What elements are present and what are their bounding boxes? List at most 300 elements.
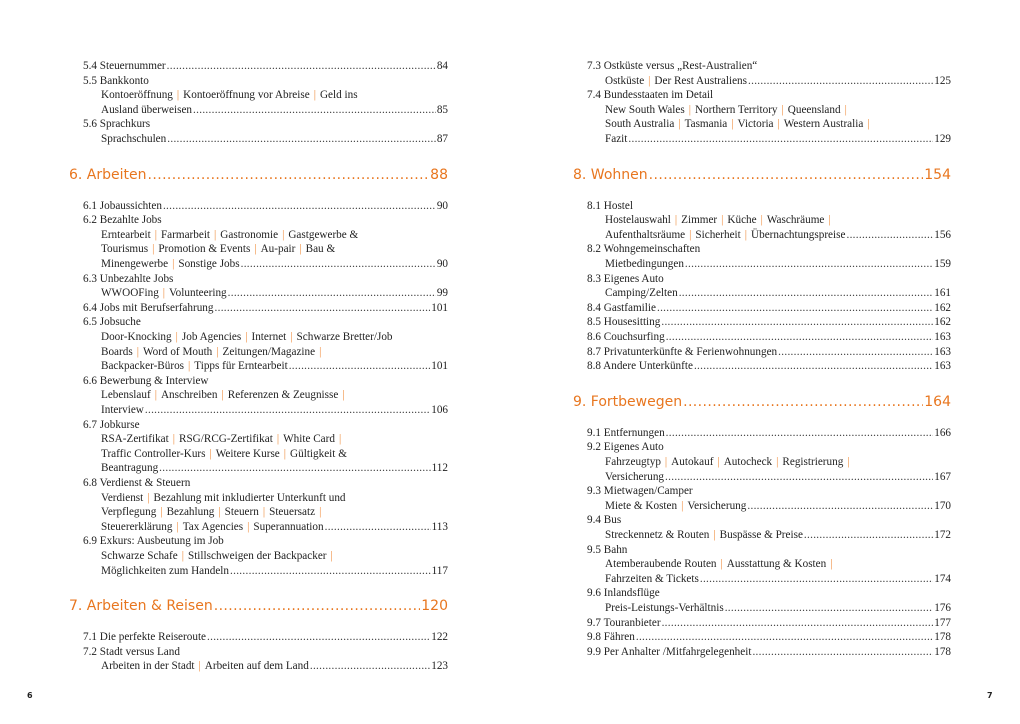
subtopic-list — [101, 550, 337, 562]
entry-title: 8.8 Andere Unterkünfte — [587, 360, 693, 373]
subtopic-list — [605, 104, 851, 116]
entry-title: 9.4 Bus — [587, 514, 622, 527]
separator: | — [648, 74, 651, 87]
subtopic-list — [101, 659, 309, 673]
subtopic: Anschreiben — [160, 389, 218, 402]
leader-dots — [207, 630, 430, 644]
entry-title: 6.9 Exkurs: Ausbeutung im Job — [83, 535, 224, 548]
separator: | — [720, 558, 723, 571]
toc-entry[interactable] — [587, 242, 951, 256]
subtopic: Waschräume — [766, 214, 825, 227]
subtopic: Camping/Zelten — [605, 287, 678, 300]
leader-dots — [846, 228, 933, 242]
subtopic-list — [101, 520, 324, 534]
subtopic-list — [101, 89, 358, 101]
separator: | — [830, 558, 833, 571]
entry-page: 174 — [934, 572, 951, 585]
subtopic-list — [605, 286, 678, 300]
separator: | — [844, 103, 847, 116]
toc-entry[interactable] — [83, 630, 448, 644]
separator: | — [221, 389, 224, 402]
toc-entry[interactable] — [587, 630, 951, 644]
subtopic: Versicherung — [687, 499, 747, 512]
entry-title: 8.6 Couchsurfing — [587, 331, 665, 343]
entry-page: 101 — [431, 301, 448, 314]
page-number-right: 7 — [987, 691, 993, 700]
subtopic-list — [101, 346, 325, 358]
subtopic-list — [605, 470, 664, 484]
subtopic: Gültigkeit & — [290, 447, 347, 460]
toc-subtopics[interactable] — [605, 499, 951, 513]
subtopic-list — [101, 243, 335, 255]
entry-title: 7.1 Die perfekte Reiseroute — [83, 631, 207, 644]
toc-subtopics[interactable] — [101, 330, 448, 344]
separator: | — [319, 345, 322, 358]
entry-page: 172 — [934, 529, 951, 541]
toc-entry[interactable] — [587, 272, 951, 286]
subtopic: Lebenslauf — [101, 389, 151, 402]
toc-entry[interactable] — [83, 272, 448, 286]
subtopic: Backpacker-Büros — [101, 360, 185, 373]
toc-subtopics[interactable] — [605, 257, 951, 271]
subtopic: WWOOFing — [101, 287, 159, 300]
entry-title: 7.2 Stadt versus Land — [83, 645, 180, 658]
separator: | — [198, 660, 201, 673]
subtopic: Sprachschulen — [101, 133, 167, 145]
subtopic: Bau & — [305, 243, 336, 256]
toc-subtopics[interactable] — [101, 461, 448, 475]
subtopic: Tasmania — [684, 118, 728, 131]
subtopic: Aufenthaltsräume — [605, 228, 686, 241]
subtopic: Ausland überweisen — [101, 103, 193, 116]
separator: | — [828, 214, 831, 227]
toc-entry[interactable] — [587, 88, 951, 102]
separator: | — [175, 331, 178, 343]
entry-title: 6.4 Jobs mit Berufserfahrung — [83, 301, 214, 314]
entry-title: 7.4 Bundesstaaten im Detail — [587, 89, 714, 102]
subtopic-list — [101, 359, 288, 373]
entry-title: 8.3 Eigenes Auto — [587, 272, 664, 285]
entry-page: 178 — [934, 645, 951, 658]
toc-subtopics[interactable] — [605, 228, 951, 242]
separator: | — [781, 103, 784, 116]
entry-page: 178 — [934, 631, 951, 644]
toc-entry[interactable] — [587, 426, 951, 440]
subtopic: Preis-Leistungs-Verhältnis — [605, 602, 724, 614]
leader-dots — [167, 59, 436, 73]
separator: | — [713, 529, 716, 541]
toc-entry[interactable] — [83, 418, 448, 432]
entry-page: 163 — [934, 331, 951, 343]
separator: | — [247, 520, 250, 533]
separator: | — [262, 506, 266, 519]
entry-title: 9.1 Entfernungen — [587, 426, 665, 439]
separator: | — [338, 433, 342, 446]
leader-dots — [325, 520, 431, 534]
toc-subtopics[interactable] — [605, 213, 951, 227]
leader-dots — [778, 345, 933, 359]
subtopic: Volunteering — [169, 287, 227, 300]
subtopic: Promotion & Events — [158, 243, 251, 256]
subtopic: Streckennetz & Routen — [605, 529, 710, 541]
separator: | — [214, 228, 217, 241]
subtopic: Gastgewerbe & — [288, 228, 359, 241]
separator: | — [160, 506, 163, 519]
separator: | — [136, 345, 139, 358]
separator: | — [776, 456, 779, 468]
chapter-heading[interactable] — [573, 392, 951, 412]
entry-page: 123 — [431, 660, 448, 673]
toc-entry[interactable] — [587, 484, 951, 498]
separator: | — [162, 287, 166, 300]
entry-title: 8.7 Privatunterkünfte & Ferienwohnungen — [587, 345, 778, 358]
toc-entry[interactable] — [83, 74, 448, 88]
toc-subtopics[interactable] — [101, 447, 448, 461]
toc-subtopics[interactable] — [101, 88, 448, 102]
toc-entry[interactable] — [587, 315, 951, 329]
subtopic-list — [605, 118, 874, 130]
leader-dots — [694, 359, 933, 373]
toc-subtopics[interactable] — [101, 403, 448, 417]
separator: | — [847, 456, 850, 468]
chapter-heading[interactable] — [573, 165, 951, 185]
subtopic: Fahrzeiten & Tickets — [605, 572, 699, 585]
leader-dots — [747, 499, 933, 513]
separator: | — [867, 118, 870, 131]
subtopic-list — [101, 331, 393, 343]
entry-page: 161 — [934, 287, 951, 300]
subtopic-list — [101, 564, 229, 578]
leader-dots — [310, 659, 430, 673]
entry-title: 5.4 Steuernummer — [83, 60, 166, 72]
toc-subtopics[interactable] — [605, 103, 951, 117]
entry-page: 113 — [431, 520, 448, 533]
subtopic: Steuern — [224, 506, 259, 519]
subtopic: Zimmer — [681, 214, 718, 227]
subtopic: Schwarze Schafe — [101, 550, 178, 562]
subtopic-list — [605, 558, 836, 570]
subtopic: South Australia — [605, 118, 675, 131]
subtopic: Gastronomie — [220, 228, 279, 241]
subtopic-list — [101, 461, 158, 475]
subtopic: Sonstige Jobs — [178, 258, 240, 270]
toc-subtopics[interactable] — [605, 117, 951, 131]
separator: | — [313, 89, 316, 102]
separator: | — [717, 456, 720, 468]
separator: | — [254, 243, 257, 256]
subtopic: Word of Mouth — [142, 345, 213, 358]
subtopic-list — [605, 456, 854, 468]
toc-entry[interactable] — [83, 301, 448, 315]
subtopic: Au-pair — [260, 243, 296, 256]
separator: | — [176, 89, 180, 102]
separator: | — [319, 506, 322, 519]
separator: | — [290, 331, 293, 343]
toc-subtopics[interactable] — [101, 242, 448, 256]
subtopic: Referenzen & Zeugnisse — [227, 389, 339, 402]
leader-dots — [665, 470, 933, 484]
toc-subtopics[interactable] — [101, 549, 448, 563]
entry-page: 122 — [431, 631, 448, 644]
toc-entry[interactable] — [587, 645, 951, 659]
subtopic-list — [101, 132, 166, 146]
separator: | — [777, 118, 780, 131]
subtopic-list — [101, 492, 346, 504]
subtopic: Weitere Kurse — [215, 447, 280, 460]
entry-title: 9.3 Mietwagen/Camper — [587, 485, 693, 498]
toc-subtopics[interactable] — [101, 564, 448, 578]
subtopic: Kontoeröffnung — [101, 89, 173, 102]
toc-entry[interactable] — [587, 330, 951, 344]
toc-subtopics[interactable] — [605, 74, 951, 88]
subtopic-list — [605, 228, 845, 242]
toc-subtopics[interactable] — [101, 359, 448, 373]
subtopic: Boards — [101, 345, 133, 358]
toc-subtopics[interactable] — [101, 286, 448, 300]
subtopic: Beantragung — [101, 462, 159, 475]
chapter-page: 120 — [421, 598, 448, 615]
toc-subtopics[interactable] — [605, 132, 951, 146]
entry-title: 6.2 Bezahlte Jobs — [83, 214, 162, 227]
entry-title: 6.1 Jobaussichten — [83, 199, 162, 212]
entry-title: 9.2 Eigenes Auto — [587, 441, 664, 454]
separator: | — [172, 258, 175, 270]
leader-dots — [748, 74, 933, 88]
separator: | — [760, 214, 763, 227]
subtopic: Ostküste — [605, 74, 645, 87]
toc-entry[interactable] — [587, 199, 951, 213]
leader-dots — [685, 257, 933, 271]
entry-page: 84 — [436, 60, 448, 72]
subtopic: Fazit — [605, 133, 628, 145]
toc-subtopics[interactable] — [605, 557, 951, 571]
subtopic-list — [605, 528, 803, 542]
leader-dots — [649, 165, 924, 185]
toc-entry[interactable] — [83, 213, 448, 227]
leader-dots — [163, 199, 436, 213]
subtopic-list — [605, 132, 627, 146]
chapter-heading[interactable] — [69, 596, 448, 616]
separator: | — [276, 433, 280, 446]
leader-dots — [241, 257, 436, 271]
entry-page: 90 — [436, 258, 448, 270]
subtopic: Steuersatz — [269, 506, 316, 519]
subtopic: Hostelauswahl — [605, 214, 671, 227]
subtopic: Traffic Controller-Kurs — [101, 447, 206, 460]
toc-entry[interactable] — [587, 513, 951, 527]
toc-entry[interactable] — [587, 59, 951, 73]
entry-title: 9.6 Inlandsflüge — [587, 587, 660, 600]
entry-title: 9.8 Fähren — [587, 631, 635, 644]
separator: | — [674, 214, 678, 227]
entry-title: 9.5 Bahn — [587, 543, 628, 556]
toc-entry[interactable] — [587, 616, 951, 630]
subtopic: New South Wales — [605, 103, 685, 116]
entry-title: 6.5 Jobsuche — [83, 316, 141, 329]
leader-dots — [725, 601, 934, 615]
toc-subtopics[interactable] — [101, 505, 448, 519]
toc-entry[interactable] — [83, 117, 448, 131]
separator: | — [172, 433, 175, 446]
toc-subtopics[interactable] — [101, 491, 448, 505]
leader-dots — [289, 359, 431, 373]
leader-dots — [148, 165, 430, 185]
chapter-title: 6. Arbeiten — [69, 166, 147, 183]
subtopic: Western Australia — [783, 118, 864, 131]
entry-title: 6.6 Bewerbung & Interview — [83, 374, 209, 387]
leader-dots — [230, 564, 431, 578]
toc-subtopics[interactable] — [101, 432, 448, 446]
separator: | — [188, 360, 191, 373]
leader-dots — [683, 392, 923, 412]
subtopic: Autocheck — [723, 456, 773, 468]
entry-page: 159 — [934, 258, 951, 270]
toc-subtopics[interactable] — [101, 520, 448, 534]
subtopic-list — [101, 103, 192, 117]
toc-subtopics[interactable] — [101, 659, 448, 673]
entry-title: 8.4 Gastfamilie — [587, 301, 656, 314]
entry-page: 162 — [934, 316, 951, 329]
leader-dots — [752, 645, 933, 659]
toc-subtopics[interactable] — [605, 528, 951, 542]
separator: | — [209, 447, 212, 460]
toc-entry[interactable] — [587, 301, 951, 315]
toc-entry[interactable] — [587, 359, 951, 373]
toc-entry[interactable] — [83, 645, 448, 659]
chapter-page: 164 — [924, 393, 951, 410]
leader-dots — [145, 403, 430, 417]
toc-subtopics[interactable] — [605, 470, 951, 484]
separator: | — [299, 243, 302, 256]
leader-dots — [636, 630, 933, 644]
separator: | — [678, 118, 681, 131]
entry-title: 7.3 Ostküste versus „Rest-Australien“ — [587, 60, 758, 72]
entry-title: 9.9 Per Anhalter /Mitfahrgelegenheit — [587, 645, 752, 658]
entry-page: 129 — [934, 133, 951, 145]
chapter-title: 7. Arbeiten & Reisen — [69, 598, 213, 615]
subtopic: RSG/RCG-Zertifikat — [178, 433, 273, 446]
toc-subtopics[interactable] — [605, 455, 951, 469]
subtopic: Victoria — [737, 118, 774, 131]
subtopic: Sicherheit — [695, 228, 741, 241]
entry-page: 163 — [934, 345, 951, 358]
subtopic: Tax Agencies — [182, 520, 244, 533]
subtopic: Ausstattung & Kosten — [726, 558, 827, 571]
subtopic: Arbeiten in der Stadt — [101, 660, 195, 673]
toc-entry[interactable] — [587, 543, 951, 557]
leader-dots — [666, 330, 934, 344]
entry-title: 6.3 Unbezahlte Jobs — [83, 272, 174, 285]
entry-page: 176 — [934, 602, 951, 614]
subtopic: Bezahlung mit inkludierter Unterkunft und — [153, 491, 346, 504]
subtopic-list — [101, 448, 347, 460]
entry-title: 9.7 Touranbieter — [587, 616, 661, 629]
subtopic-list — [101, 403, 144, 417]
subtopic: Atemberaubende Routen — [605, 558, 717, 571]
separator: | — [245, 331, 248, 343]
toc-entry[interactable] — [587, 440, 951, 454]
entry-title: 5.6 Sprachkurs — [83, 118, 151, 131]
subtopic: Tipps für Erntearbeit — [194, 360, 288, 373]
toc-subtopics[interactable] — [101, 103, 448, 117]
toc-entry[interactable] — [83, 374, 448, 388]
subtopic: Mietbedingungen — [605, 258, 684, 270]
separator: | — [218, 506, 221, 519]
toc-entry[interactable] — [83, 476, 448, 490]
entry-title: 8.2 Wohngemeinschaften — [587, 243, 701, 256]
toc-subtopics[interactable] — [101, 345, 448, 359]
toc-entry[interactable] — [587, 345, 951, 359]
leader-dots — [679, 286, 934, 300]
entry-title: 8.5 Housesitting — [587, 316, 661, 329]
toc-subtopics[interactable] — [101, 132, 448, 146]
separator: | — [283, 447, 287, 460]
entry-page: 85 — [436, 103, 448, 116]
entry-title: 6.7 Jobkurse — [83, 418, 140, 431]
page-number-left: 6 — [27, 691, 33, 700]
toc-entry[interactable] — [83, 59, 448, 73]
toc-subtopics[interactable] — [605, 286, 951, 300]
subtopic: Geld ins — [319, 89, 358, 102]
subtopic: White Card — [283, 433, 335, 446]
separator: | — [282, 228, 285, 241]
leader-dots — [193, 103, 436, 117]
toc-subtopics[interactable] — [605, 601, 951, 615]
leader-dots — [662, 616, 934, 630]
separator: | — [154, 389, 157, 402]
subtopic: Northern Territory — [694, 103, 778, 116]
separator: | — [342, 389, 345, 402]
subtopic-list — [605, 74, 747, 88]
subtopic: Arbeiten auf dem Land — [204, 660, 309, 673]
subtopic: Miete & Kosten — [605, 499, 678, 512]
entry-title: 6.8 Verdienst & Steuern — [83, 477, 191, 489]
separator: | — [721, 214, 724, 227]
toc-entry[interactable] — [83, 315, 448, 329]
toc-entry[interactable] — [83, 534, 448, 548]
toc-subtopics[interactable] — [605, 572, 951, 586]
subtopic: Autokauf — [671, 456, 714, 468]
separator: | — [664, 456, 668, 468]
entry-title: 5.5 Bankkonto — [83, 74, 149, 87]
chapter-heading[interactable] — [69, 165, 448, 185]
entry-page: 90 — [436, 199, 448, 212]
separator: | — [688, 103, 691, 116]
toc-entry[interactable] — [587, 586, 951, 600]
entry-page: 156 — [934, 228, 951, 241]
separator: | — [152, 243, 155, 256]
separator: | — [181, 550, 184, 562]
leader-dots — [628, 132, 933, 146]
toc-subtopics[interactable] — [101, 228, 448, 242]
entry-page: 106 — [431, 404, 448, 416]
separator: | — [689, 228, 692, 241]
toc-subtopics[interactable] — [101, 257, 448, 271]
subtopic: Fahrzeugtyp — [605, 456, 661, 468]
subtopic-list — [605, 572, 699, 586]
subtopic: Steuererklärung — [101, 520, 173, 533]
toc-entry[interactable] — [83, 199, 448, 213]
entry-page: 87 — [436, 133, 448, 145]
subtopic-list — [101, 433, 345, 445]
entry-page: 177 — [934, 616, 951, 629]
subtopic: Job Agencies — [181, 331, 242, 343]
toc-subtopics[interactable] — [101, 388, 448, 402]
entry-page: 101 — [431, 360, 448, 373]
entry-page: 117 — [431, 564, 448, 577]
separator: | — [731, 118, 734, 131]
separator: | — [744, 228, 748, 241]
